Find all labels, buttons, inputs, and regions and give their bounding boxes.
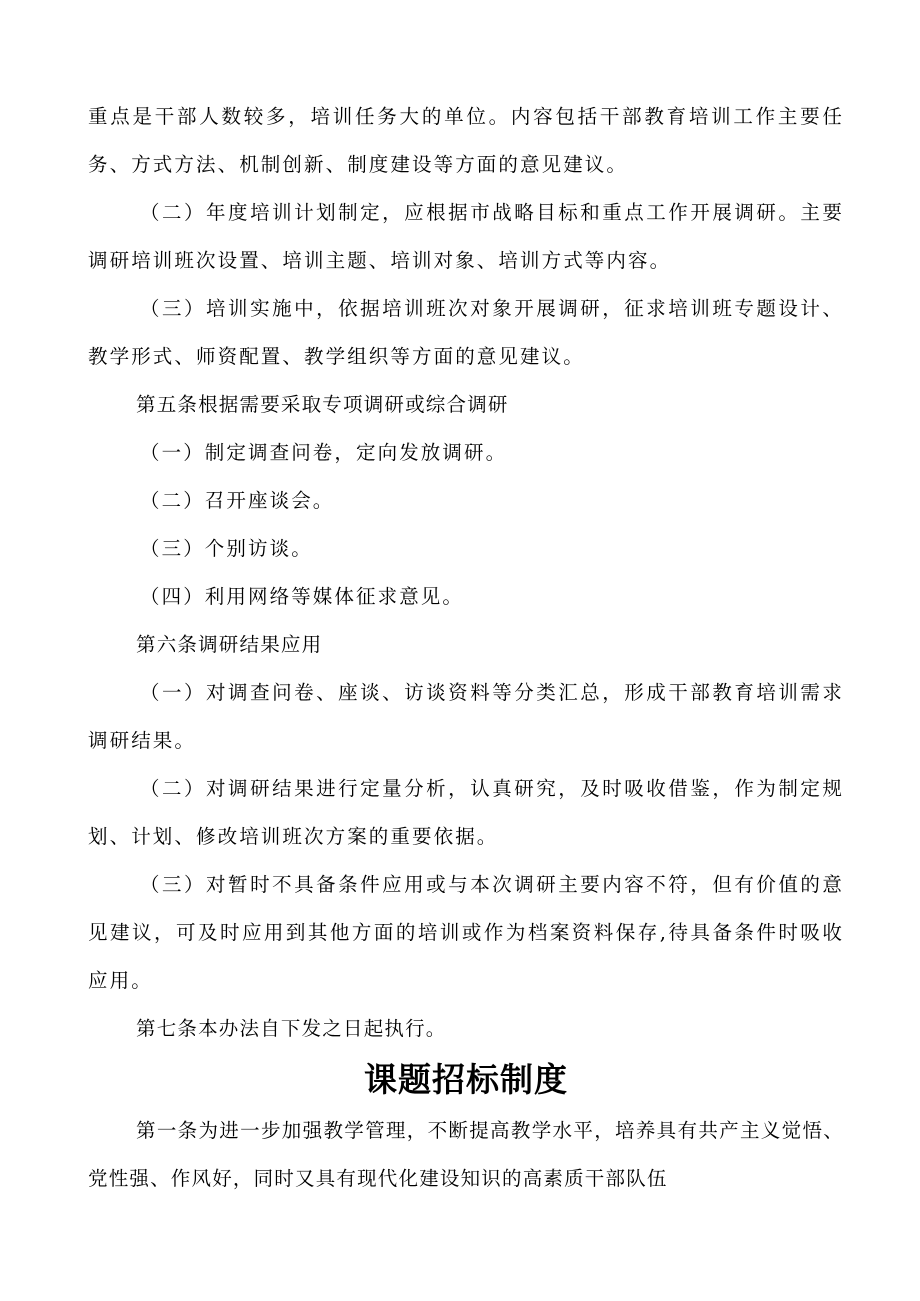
paragraph-1: 重点是干部人数较多，培训任务大的单位。内容包括干部教育培训工作主要任务、方式方法、机制创新、制度建设等方面的意见建议。 <box>88 105 844 176</box>
section-title: 课题招标制度 <box>364 1060 568 1099</box>
section-article-1: 第一条为进一步加强教学管理，不断提高教学水平，培养具有共产主义觉悟、党性强、作风好，同时又具有现代化建设知识的高素质干部队伍 <box>88 1119 844 1190</box>
article-5-item-1: （一）制定调查问卷，定向发放调研。 <box>140 441 508 464</box>
article-6-item-1: （一）对调查问卷、座谈、访谈资料等分类汇总，形成干部教育培训需求调研结果。 <box>88 681 844 752</box>
article-5-item-2: （二）召开座谈会。 <box>140 489 335 512</box>
article-6-heading: 第六条调研结果应用 <box>136 633 323 656</box>
article-5-item-4: （四）利用网络等媒体征求意见。 <box>140 585 465 608</box>
article-5-heading: 第五条根据需要采取专项调研或综合调研 <box>136 393 509 416</box>
paragraph-2: （二）年度培训计划制定，应根据市战略目标和重点工作开展调研。主要调研培训班次设置、培训主题、培训对象、培训方式等内容。 <box>88 201 844 272</box>
article-7: 第七条本办法自下发之日起执行。 <box>136 1017 447 1040</box>
paragraph-3: （三）培训实施中，依据培训班次对象开展调研，征求培训班专题设计、教学形式、师资配置、教学组织等方面的意见建议。 <box>88 297 844 368</box>
article-6-item-3: （三）对暂时不具备条件应用或与本次调研主要内容不符，但有价值的意见建议，可及时应用到其他方面的培训或作为档案资料保存,待具备条件时吸收应用。 <box>88 873 844 992</box>
article-5-item-3: （三）个别访谈。 <box>140 537 313 560</box>
article-6-item-2: （二）对调研结果进行定量分析，认真研究，及时吸收借鉴，作为制定规划、计划、修改培训班次方案的重要依据。 <box>88 777 844 848</box>
